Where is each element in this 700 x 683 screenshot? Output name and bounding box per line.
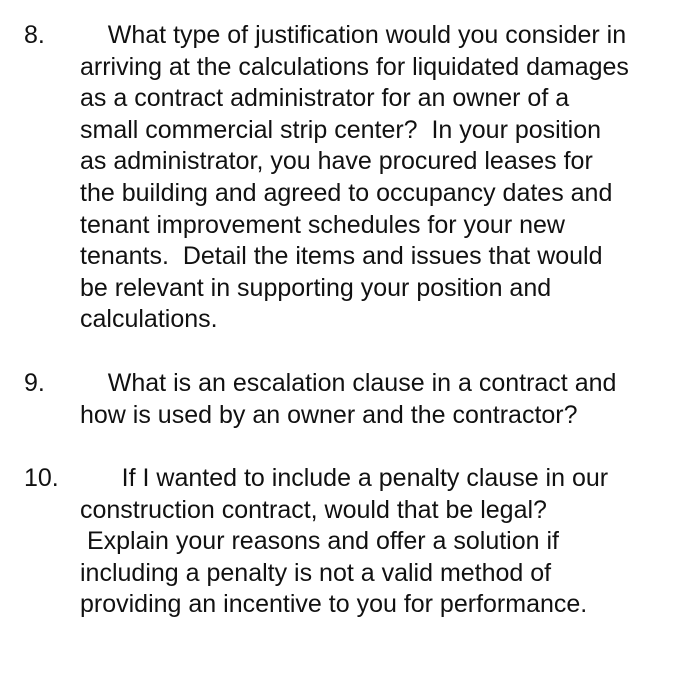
question-text-line: how is used by an owner and the contractor? [80,400,578,429]
question-text-line: Explain your reasons and offer a solution if [80,527,559,556]
question-text-line: arriving at the calculations for liquidated damages [80,52,629,81]
question-text-line: tenants. Detail the items and issues that would [80,242,603,271]
question-text-line: providing an incentive to you for performance. [80,590,588,619]
question-text-line: small commercial strip center? In your position [80,115,602,144]
question-text-line: What is an escalation clause in a contract and [80,369,617,397]
question-text-line: What type of justification would you consider in [80,21,627,49]
question-text-line: as administrator, you have procured leases for [80,147,593,176]
question-text-line: as a contract administrator for an owner of a [80,84,570,113]
question-number: 8. [24,21,45,49]
question-text-line: construction contract, would that be legal? [80,495,547,524]
question-text-line: calculations. [80,305,218,334]
question-number: 9. [24,369,45,397]
question-number: 10. [24,464,59,492]
question-text-line: including a penalty is not a valid method of [80,558,552,587]
question-text-line: the building and agreed to occupancy dates and [80,179,613,207]
question-text-line: tenant improvement schedules for your new [80,210,565,239]
question-text-line: If I wanted to include a penalty clause in our [80,464,609,492]
question-text-line: be relevant in supporting your position and [80,273,552,302]
